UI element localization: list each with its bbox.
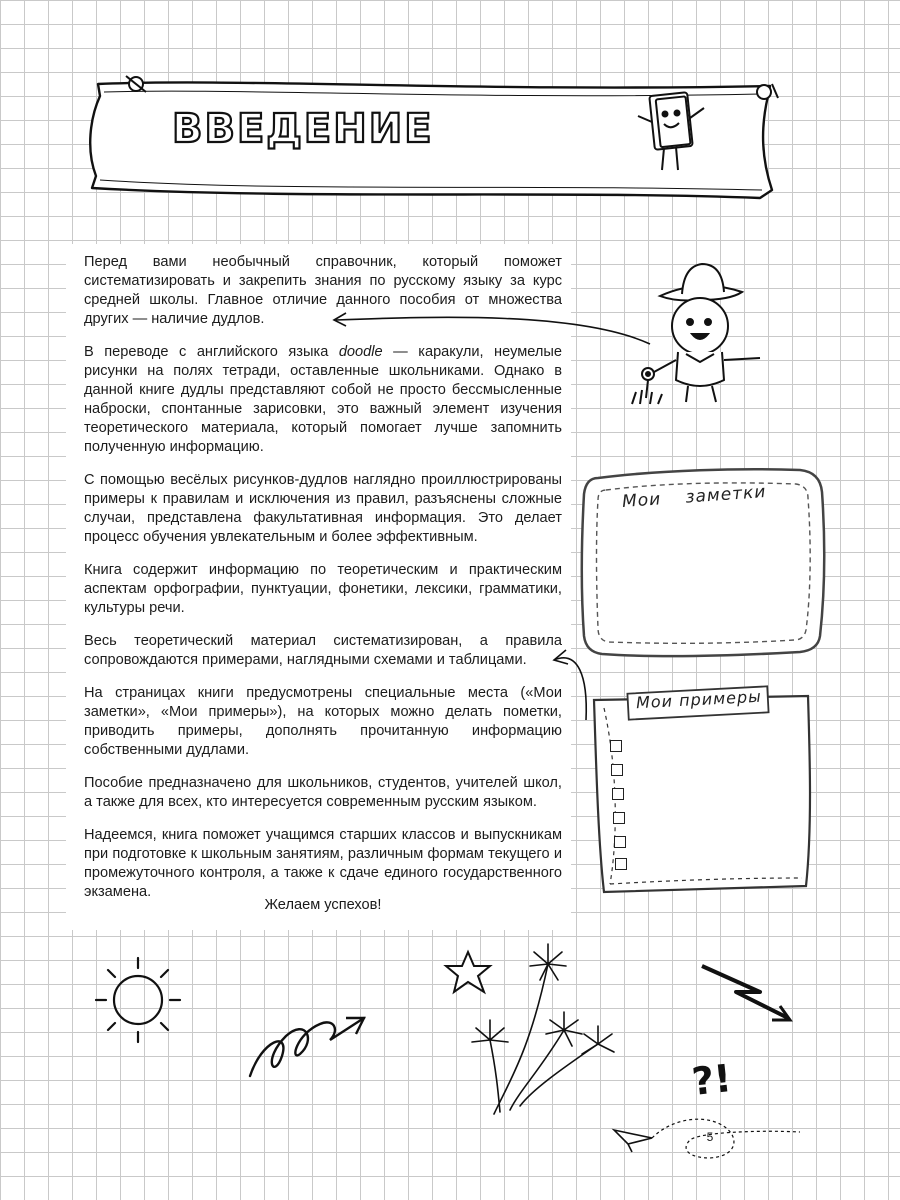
paragraph: Весь теоретический материал систематизирован, а правила сопровождаются примерами, наглядными схемами и таблицами. [84, 633, 562, 668]
page-title: ВВЕДЕНИЕ [172, 106, 434, 152]
question-exclamation-icon: ?! [689, 1056, 734, 1104]
paragraph: С помощью весёлых рисунков-дудлов наглядно проиллюстрированы примеры к правилам и исключения из правил, разъяснены сложные случаи, представлена факультативная информация. Это делает процесс обучения увлекательным и более эффективным. [84, 472, 562, 545]
notes-title: Мои заметки [621, 481, 768, 513]
paragraph: Надеемся, книга поможет учащимся старших классов и выпускникам при подготовке к школьным занятиям, различным формам текущего и промежуточного контроля, а также к сдаче единого государственного экзамена. [84, 827, 562, 900]
page-number: 5 [706, 1130, 714, 1144]
examples-title: Мои примеры [635, 686, 763, 713]
paragraph: На страницах книги предусмотрены специальные места («Мои заметки», «Мои примеры»), на которых можно делать пометки, приводить примеры, дополнять прочитанную информацию собственными дудлами. [84, 685, 562, 758]
paragraph: Пособие предназначено для школьников, студентов, учителей школ, а также для всех, кто интересуется современным русским языком. [84, 775, 562, 810]
paragraph: Книга содержит информацию по теоретическим и практическим аспектам орфографии, пунктуации, фонетики, лексики, грамматики, культуры речи. [84, 562, 562, 616]
closing-line: Желаем успехов! [264, 897, 382, 913]
paragraph: В переводе с английского языка doodle — каракули, неумелые рисунки на полях тетради, оставленные школьниками. Однако в данной книге дудлы представляют собой не просто бессмысленные наброски, спонтанные зарисовки, это важный элемент изучения теоретического материала, который помогает лучше запомнить полученную информацию. [84, 344, 562, 455]
paragraph: Перед вами необычный справочник, который поможет систематизировать и закрепить знания по русскому языку за курс средней школы. Главное отличие данного пособия от множества других — наличие дудлов. [84, 254, 562, 327]
